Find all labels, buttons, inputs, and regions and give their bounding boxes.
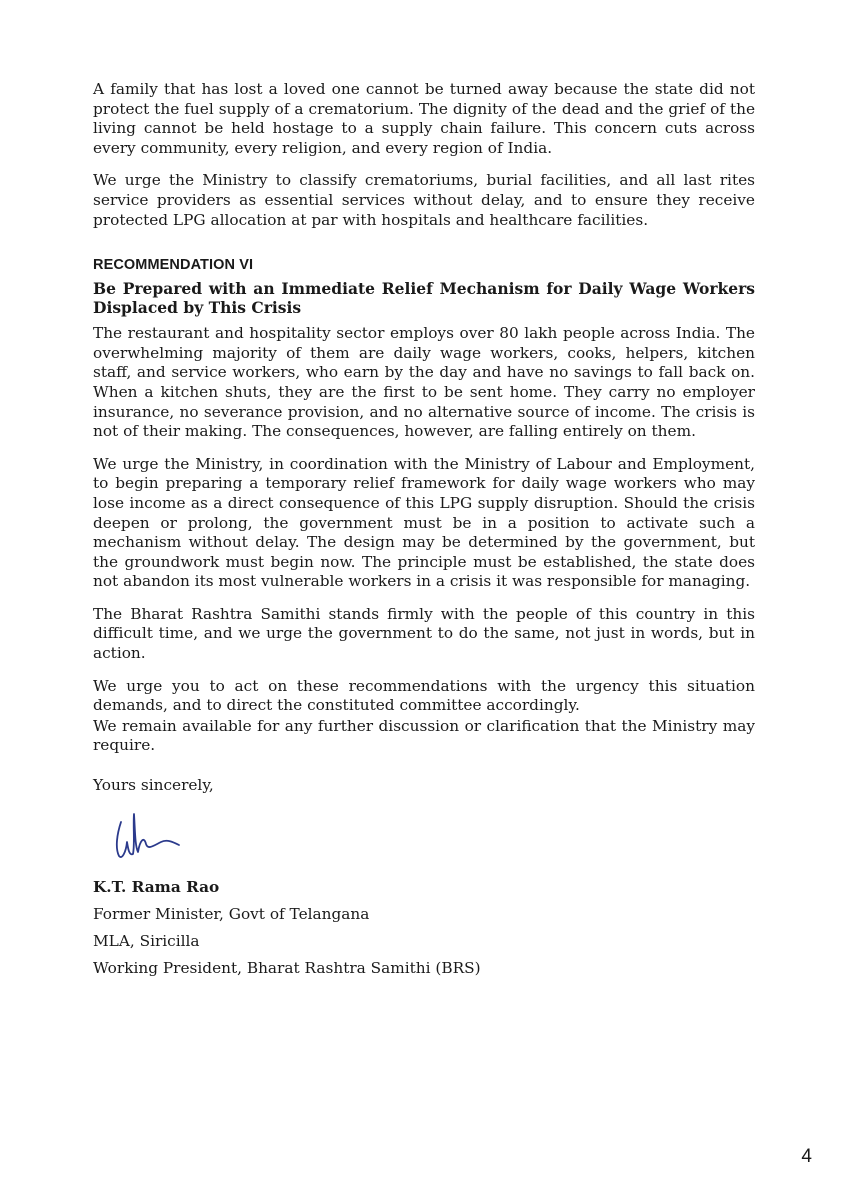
body-paragraph: We urge the Ministry to classify crematoriums, burial facilities, and all last rites service providers as essential services without delay, and to ensure they receive protected LPG allocation at par with hospitals and healthcare facilities. — [93, 171, 755, 229]
closing-salutation: Yours sincerely, — [93, 776, 214, 795]
signatory-name: K.T. Rama Rao — [93, 878, 220, 897]
signatory-title: Former Minister, Govt of Telangana — [93, 905, 370, 924]
letter-page — [93, 80, 755, 977]
recommendation-label: RECOMMENDATION VI — [93, 257, 254, 274]
body-paragraph: We urge the Ministry, in coordination with the Ministry of Labour and Employment, to begin preparing a temporary relief framework for daily wage workers who may lose income as a direct consequence of this LPG supply disruption. Should the crisis deepen or prolong, the government must be in a position to activate such a mechanism without delay. The design may be determined by the government, but the groundwork must begin now. The principle must be established, the state does not abandon its most vulnerable workers in a crisis it was responsible for managing. — [93, 454, 755, 591]
body-paragraph: We urge you to act on these recommendations with the urgency this situation demands, and to direct the constituted committee accordingly. — [93, 676, 755, 715]
body-paragraph: A family that has lost a loved one cannot be turned away because the state did not protect the fuel supply of a crematorium. The dignity of the dead and the grief of the living cannot be held hostage to a supply chain failure. This concern cuts across every community, every religion, and every region of India. — [93, 80, 755, 157]
recommendation-title: Be Prepared with an Immediate Relief Mechanism for Daily Wage Workers Displaced by This Crisis — [93, 279, 755, 318]
signatory-title: MLA, Siricilla — [93, 932, 200, 951]
page-number: 4 — [801, 1146, 812, 1167]
signature-image — [107, 808, 197, 870]
body-paragraph: The Bharat Rashtra Samithi stands firmly with the people of this country in this difficult time, and we urge the government to do the same, not just in words, but in action. — [93, 604, 755, 663]
body-paragraph: We remain available for any further discussion or clarification that the Ministry may require. — [93, 716, 755, 755]
body-paragraph: The restaurant and hospitality sector employs over 80 lakh people across India. The overwhelming majority of them are daily wage workers, cooks, helpers, kitchen staff, and service workers, who earn by the day and have no savings to fall back on. When a kitchen shuts, they are the first to be sent home. They carry no employer insurance, no severance provision, and no alternative source of income. The crisis is not of their making. The consequences, however, are falling entirely on them. — [93, 324, 755, 441]
signatory-title: Working President, Bharat Rashtra Samithi (BRS) — [93, 959, 481, 978]
